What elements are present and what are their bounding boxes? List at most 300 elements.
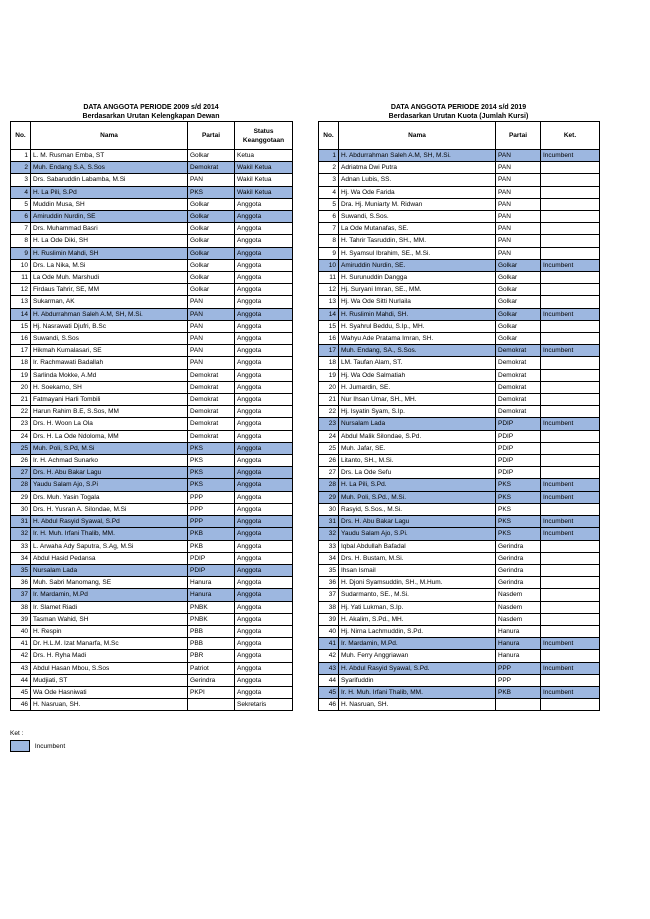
cell-nama: Hj. Nasrawati Djufri, B.Sc xyxy=(31,320,188,332)
table-row xyxy=(319,272,600,284)
cell-partai: Demokrat xyxy=(496,381,541,393)
table-row xyxy=(11,625,293,637)
cell-nama: H. La Pili, S.Pd. xyxy=(339,479,496,491)
cell-partai: Gerindra xyxy=(496,564,541,576)
cell-partai: Demokrat xyxy=(188,369,235,381)
cell-status: Anggota xyxy=(235,394,293,406)
cell-nama: Hj. Yati Lukman, S.Ip. xyxy=(339,601,496,613)
table-row xyxy=(319,638,600,650)
cell-ket xyxy=(541,442,600,454)
cell-no: 3 xyxy=(11,174,31,186)
cell-no: 24 xyxy=(11,430,31,442)
table-row xyxy=(319,198,600,210)
cell-partai: PDIP xyxy=(496,467,541,479)
cell-no: 18 xyxy=(319,357,339,369)
cell-no: 4 xyxy=(11,186,31,198)
cell-nama: Dr. H.L.M. Izat Manarfa, M.Sc xyxy=(31,638,188,650)
cell-partai: PNBK xyxy=(188,601,235,613)
cell-status: Anggota xyxy=(235,223,293,235)
right-subtitle: Berdasarkan Urutan Kuota (Jumlah Kursi) xyxy=(388,113,529,120)
table-row xyxy=(11,528,293,540)
cell-partai: Demokrat xyxy=(496,357,541,369)
cell-no: 41 xyxy=(319,638,339,650)
cell-no: 22 xyxy=(11,406,31,418)
table-row xyxy=(11,284,293,296)
cell-status: Anggota xyxy=(235,272,293,284)
table-row xyxy=(319,394,600,406)
table-row xyxy=(11,674,293,686)
cell-nama: Suwandi, S.Sos. xyxy=(339,211,496,223)
cell-no: 23 xyxy=(11,418,31,430)
cell-nama: Drs. Sabaruddin Labamba, M.Si xyxy=(31,174,188,186)
table-row xyxy=(11,198,293,210)
cell-no: 11 xyxy=(11,272,31,284)
cell-status: Anggota xyxy=(235,442,293,454)
cell-ket xyxy=(541,381,600,393)
cell-status: Anggota xyxy=(235,406,293,418)
cell-no: 39 xyxy=(11,613,31,625)
cell-nama: Nur Ihsan Umar, SH., MH. xyxy=(339,394,496,406)
table-row xyxy=(11,699,293,711)
cell-nama: Suwandi, S.Sos xyxy=(31,333,188,345)
cell-nama: Harun Rahim B.E, S.Sos, MM xyxy=(31,406,188,418)
left-table-body xyxy=(11,150,293,711)
cell-ket: Incumbent xyxy=(541,528,600,540)
cell-nama: H. Soekarno, SH xyxy=(31,381,188,393)
cell-status: Anggota xyxy=(235,564,293,576)
table-row xyxy=(11,235,293,247)
cell-partai: PPP xyxy=(188,491,235,503)
cell-no: 26 xyxy=(11,455,31,467)
right-block xyxy=(318,103,599,711)
cell-no: 21 xyxy=(319,394,339,406)
cell-no: 37 xyxy=(11,589,31,601)
cell-ket xyxy=(541,674,600,686)
cell-no: 37 xyxy=(319,589,339,601)
cell-ket xyxy=(541,699,600,711)
cell-partai: PBR xyxy=(188,650,235,662)
table-row xyxy=(11,247,293,259)
cell-nama: H. Abdul Rasyid Syawal, S.Pd. xyxy=(339,662,496,674)
cell-ket xyxy=(541,296,600,308)
cell-no: 28 xyxy=(11,479,31,491)
cell-nama: Muh. Ferry Anggriawan xyxy=(339,650,496,662)
cell-partai: Golkar xyxy=(188,211,235,223)
cell-partai: PAN xyxy=(496,150,541,162)
table-row xyxy=(319,503,600,515)
cell-nama: Nursalam Lada xyxy=(31,564,188,576)
cell-no: 1 xyxy=(319,150,339,162)
cell-status: Anggota xyxy=(235,479,293,491)
cell-ket xyxy=(541,564,600,576)
cell-partai xyxy=(188,699,235,711)
cell-status: Wakil Ketua xyxy=(235,186,293,198)
cell-no: 34 xyxy=(319,552,339,564)
cell-no: 30 xyxy=(11,503,31,515)
cell-nama: Wahyu Ade Pratama Imran, SH. xyxy=(339,333,496,345)
cell-ket: Incumbent xyxy=(541,345,600,357)
cell-ket: Incumbent xyxy=(541,259,600,271)
cell-partai: PDIP xyxy=(496,430,541,442)
cell-no: 27 xyxy=(11,467,31,479)
cell-no: 17 xyxy=(11,345,31,357)
cell-nama: Drs. Muhammad Basri xyxy=(31,223,188,235)
cell-ket xyxy=(541,174,600,186)
cell-status: Anggota xyxy=(235,357,293,369)
cell-partai: PKS xyxy=(496,491,541,503)
cell-no: 27 xyxy=(319,467,339,479)
cell-no: 26 xyxy=(319,455,339,467)
cell-partai: PAN xyxy=(188,174,235,186)
cell-nama: Muh. Poli, S.Pd, M.Si xyxy=(31,442,188,454)
cell-nama: Ir. H. Muh. Irfani Thalib, MM. xyxy=(339,686,496,698)
cell-ket xyxy=(541,357,600,369)
table-header xyxy=(319,122,600,150)
cell-nama: La Ode Muh. Marshudi xyxy=(31,272,188,284)
table-row xyxy=(11,223,293,235)
cell-nama: Sarlinda Mokke, A.Md xyxy=(31,369,188,381)
cell-nama: Syarifuddin xyxy=(339,674,496,686)
cell-no: 41 xyxy=(11,638,31,650)
cell-ket xyxy=(541,650,600,662)
table-row xyxy=(319,540,600,552)
table-row xyxy=(11,491,293,503)
cell-nama: H. Nasruan, SH. xyxy=(339,699,496,711)
cell-ket xyxy=(541,198,600,210)
table-row xyxy=(319,174,600,186)
cell-nama: H. Jumardin, SE. xyxy=(339,381,496,393)
cell-nama: LM. Taufan Alam, ST. xyxy=(339,357,496,369)
cell-partai: Demokrat xyxy=(188,162,235,174)
cell-no: 19 xyxy=(319,369,339,381)
cell-status: Anggota xyxy=(235,418,293,430)
table-row xyxy=(319,308,600,320)
cell-partai: PKS xyxy=(496,516,541,528)
left-block xyxy=(10,103,292,711)
cell-ket xyxy=(541,540,600,552)
table-row xyxy=(11,418,293,430)
table-row xyxy=(11,259,293,271)
cell-no: 31 xyxy=(11,516,31,528)
cell-partai: PPP xyxy=(188,516,235,528)
col-partai: Partai xyxy=(496,122,541,150)
cell-status: Anggota xyxy=(235,467,293,479)
cell-nama: Litanto, SH., M.Si. xyxy=(339,455,496,467)
cell-no: 25 xyxy=(11,442,31,454)
cell-status: Anggota xyxy=(235,601,293,613)
table-row xyxy=(11,381,293,393)
cell-partai: Golkar xyxy=(188,272,235,284)
table-row xyxy=(319,235,600,247)
cell-nama: La Ode Mutanafas, SE. xyxy=(339,223,496,235)
cell-ket: Incumbent xyxy=(541,479,600,491)
cell-nama: Muh. Endang, SA., S.Sos. xyxy=(339,345,496,357)
cell-no: 2 xyxy=(11,162,31,174)
cell-nama: Hj. Isyatin Syam, S.Ip. xyxy=(339,406,496,418)
table-row xyxy=(11,272,293,284)
cell-status: Anggota xyxy=(235,638,293,650)
cell-nama: Hj. Suryani Imran, SE., MM. xyxy=(339,284,496,296)
table-row xyxy=(11,589,293,601)
cell-no: 14 xyxy=(319,308,339,320)
cell-no: 43 xyxy=(11,662,31,674)
cell-partai: PAN xyxy=(496,174,541,186)
cell-partai: Demokrat xyxy=(188,406,235,418)
cell-ket xyxy=(541,369,600,381)
col-no: No. xyxy=(11,122,31,150)
cell-partai: PAN xyxy=(188,357,235,369)
cell-nama: Rasyid, S.Sos., M.Si. xyxy=(339,503,496,515)
cell-no: 10 xyxy=(11,259,31,271)
cell-status: Anggota xyxy=(235,211,293,223)
cell-ket xyxy=(541,467,600,479)
cell-no: 29 xyxy=(11,491,31,503)
cell-no: 4 xyxy=(319,186,339,198)
cell-no: 3 xyxy=(319,174,339,186)
cell-no: 11 xyxy=(319,272,339,284)
table-row xyxy=(319,455,600,467)
cell-ket: Incumbent xyxy=(541,686,600,698)
cell-no: 9 xyxy=(319,247,339,259)
right-table xyxy=(318,121,600,711)
cell-status: Sekretaris xyxy=(235,699,293,711)
cell-no: 8 xyxy=(11,235,31,247)
table-row xyxy=(11,503,293,515)
cell-no: 18 xyxy=(11,357,31,369)
table-row xyxy=(11,650,293,662)
cell-no: 29 xyxy=(319,491,339,503)
cell-no: 25 xyxy=(319,442,339,454)
cell-status: Anggota xyxy=(235,345,293,357)
cell-ket xyxy=(541,284,600,296)
table-row xyxy=(319,284,600,296)
cell-status: Anggota xyxy=(235,381,293,393)
left-table xyxy=(10,121,293,711)
cell-partai: PKS xyxy=(496,528,541,540)
cell-nama: Drs. La Ode Sefu xyxy=(339,467,496,479)
cell-partai: Demokrat xyxy=(496,369,541,381)
cell-partai: Golkar xyxy=(496,333,541,345)
cell-ket xyxy=(541,186,600,198)
table-row xyxy=(319,296,600,308)
cell-partai: PKS xyxy=(188,479,235,491)
table-row xyxy=(319,369,600,381)
cell-nama: Sukarman, AK xyxy=(31,296,188,308)
cell-partai: PAN xyxy=(496,162,541,174)
cell-ket xyxy=(541,625,600,637)
cell-status: Anggota xyxy=(235,491,293,503)
cell-no: 5 xyxy=(319,198,339,210)
table-row xyxy=(11,150,293,162)
table-row xyxy=(319,333,600,345)
cell-partai: Hanura xyxy=(188,577,235,589)
cell-ket: Incumbent xyxy=(541,418,600,430)
cell-nama: H. Nasruan, SH. xyxy=(31,699,188,711)
cell-partai: PKS xyxy=(188,455,235,467)
cell-nama: Yaudu Salam Ajo, S.Pi. xyxy=(339,528,496,540)
table-row xyxy=(319,259,600,271)
cell-no: 20 xyxy=(11,381,31,393)
table-row xyxy=(319,686,600,698)
cell-nama: L. M. Rusman Emba, ST xyxy=(31,150,188,162)
table-row xyxy=(11,394,293,406)
cell-ket xyxy=(541,211,600,223)
cell-partai: PAN xyxy=(496,247,541,259)
cell-partai: Demokrat xyxy=(188,430,235,442)
legend xyxy=(10,730,65,752)
col-nama: Nama xyxy=(339,122,496,150)
cell-partai: Golkar xyxy=(496,272,541,284)
cell-nama: H. Syamsul Ibrahim, SE., M.Si. xyxy=(339,247,496,259)
table-row xyxy=(11,430,293,442)
legend-title: Ket : xyxy=(10,730,24,737)
cell-no: 39 xyxy=(319,613,339,625)
cell-ket xyxy=(541,613,600,625)
cell-nama: H. Abdul Rasyid Syawal, S.Pd xyxy=(31,516,188,528)
table-row xyxy=(11,540,293,552)
cell-no: 28 xyxy=(319,479,339,491)
cell-nama: Drs. Muh. Yasin Togala xyxy=(31,491,188,503)
cell-partai: Golkar xyxy=(188,198,235,210)
table-row xyxy=(319,662,600,674)
cell-status: Anggota xyxy=(235,259,293,271)
left-subtitle: Berdasarkan Urutan Kelengkapan Dewan xyxy=(82,113,220,120)
cell-partai: Demokrat xyxy=(496,394,541,406)
table-row xyxy=(319,625,600,637)
cell-no: 1 xyxy=(11,150,31,162)
table-row xyxy=(319,247,600,259)
cell-nama: Muddin Musa, SH xyxy=(31,198,188,210)
table-row xyxy=(11,516,293,528)
cell-partai: Golkar xyxy=(188,223,235,235)
table-row xyxy=(11,467,293,479)
cell-status: Anggota xyxy=(235,320,293,332)
cell-partai: PAN xyxy=(496,198,541,210)
cell-status: Anggota xyxy=(235,198,293,210)
table-row xyxy=(319,528,600,540)
cell-partai: Golkar xyxy=(496,284,541,296)
cell-ket xyxy=(541,503,600,515)
cell-no: 16 xyxy=(11,333,31,345)
cell-no: 46 xyxy=(319,699,339,711)
cell-nama: Firdaus Tahrir, SE, MM xyxy=(31,284,188,296)
cell-nama: H. La Pili, S.Pd xyxy=(31,186,188,198)
cell-partai: Demokrat xyxy=(496,345,541,357)
cell-nama: Drs. H. La Ode Ndoloma, MM xyxy=(31,430,188,442)
cell-no: 7 xyxy=(11,223,31,235)
table-row xyxy=(319,442,600,454)
table-row xyxy=(11,442,293,454)
table-row xyxy=(319,150,600,162)
cell-nama: Hj. Nirna Lachmuddin, S.Pd. xyxy=(339,625,496,637)
cell-nama: Hj. Wa Ode Salmatiah xyxy=(339,369,496,381)
cell-ket xyxy=(541,406,600,418)
cell-ket xyxy=(541,272,600,284)
cell-nama: H. Ruslimin Mahdi, SH xyxy=(31,247,188,259)
col-no: No. xyxy=(319,122,339,150)
cell-no: 15 xyxy=(11,320,31,332)
cell-nama: Yaudu Salam Ajo, S.Pi xyxy=(31,479,188,491)
cell-ket xyxy=(541,320,600,332)
cell-nama: Fatmayani Harli Tombili xyxy=(31,394,188,406)
cell-nama: Hj. Wa Ode Sitti Nurlaila xyxy=(339,296,496,308)
table-row xyxy=(319,357,600,369)
cell-no: 36 xyxy=(319,577,339,589)
cell-status: Anggota xyxy=(235,284,293,296)
cell-nama: H. Djoni Syamsuddin, SH., M.Hum. xyxy=(339,577,496,589)
table-row xyxy=(11,638,293,650)
table-row xyxy=(319,211,600,223)
cell-no: 13 xyxy=(319,296,339,308)
cell-no: 14 xyxy=(11,308,31,320)
cell-nama: Mudjiati, ST xyxy=(31,674,188,686)
cell-partai: PDIP xyxy=(188,564,235,576)
table-row xyxy=(11,662,293,674)
cell-partai: Golkar xyxy=(188,284,235,296)
cell-status: Anggota xyxy=(235,613,293,625)
cell-partai: Gerindra xyxy=(496,540,541,552)
cell-status: Anggota xyxy=(235,308,293,320)
cell-nama: Ir. H. Achmad Sunarko xyxy=(31,455,188,467)
cell-ket xyxy=(541,455,600,467)
cell-partai: Golkar xyxy=(496,259,541,271)
legend-swatch xyxy=(10,740,30,752)
table-row xyxy=(319,186,600,198)
table-row xyxy=(11,455,293,467)
col-ket: Ket. xyxy=(541,122,600,150)
cell-partai: PAN xyxy=(496,223,541,235)
cell-nama: Drs. H. Yusran A. Silondae, M.Si xyxy=(31,503,188,515)
cell-partai: PPP xyxy=(496,662,541,674)
cell-no: 36 xyxy=(11,577,31,589)
cell-no: 33 xyxy=(319,540,339,552)
cell-no: 44 xyxy=(319,674,339,686)
cell-status: Anggota xyxy=(235,540,293,552)
cell-nama: L. Arwaha Ady Saputra, S.Ag, M.Si xyxy=(31,540,188,552)
cell-no: 32 xyxy=(11,528,31,540)
cell-nama: Abdul Hasid Pedansa xyxy=(31,552,188,564)
cell-partai: PKB xyxy=(188,528,235,540)
table-row xyxy=(319,577,600,589)
table-row xyxy=(319,564,600,576)
table-row xyxy=(11,577,293,589)
cell-partai: PBB xyxy=(188,625,235,637)
cell-partai: PPP xyxy=(496,674,541,686)
cell-no: 38 xyxy=(11,601,31,613)
cell-no: 32 xyxy=(319,528,339,540)
cell-partai: Demokrat xyxy=(188,381,235,393)
cell-no: 2 xyxy=(319,162,339,174)
table-row xyxy=(11,564,293,576)
cell-nama: Drs. H. Woon La Ola xyxy=(31,418,188,430)
table-row xyxy=(11,613,293,625)
cell-partai: Hanura xyxy=(496,625,541,637)
cell-status: Anggota xyxy=(235,662,293,674)
cell-ket: Incumbent xyxy=(541,308,600,320)
table-row xyxy=(11,345,293,357)
cell-no: 12 xyxy=(319,284,339,296)
table-row xyxy=(319,674,600,686)
cell-partai: Demokrat xyxy=(496,406,541,418)
cell-no: 19 xyxy=(11,369,31,381)
cell-no: 40 xyxy=(11,625,31,637)
cell-no: 43 xyxy=(319,662,339,674)
cell-status: Anggota xyxy=(235,552,293,564)
cell-no: 23 xyxy=(319,418,339,430)
cell-partai: PKB xyxy=(496,686,541,698)
cell-nama: Ir. Mardamin, M.Pd xyxy=(31,589,188,601)
cell-no: 10 xyxy=(319,259,339,271)
